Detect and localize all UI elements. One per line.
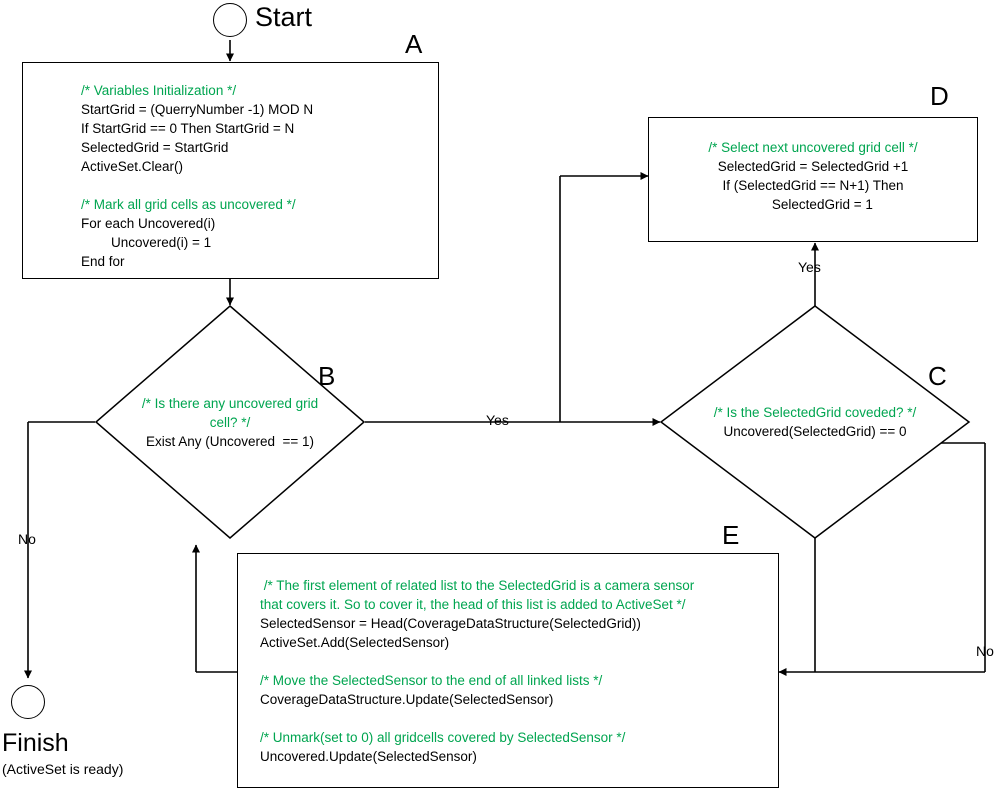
edge-label-c-no: No: [976, 643, 994, 659]
node-b-line-2: Exist Any (Uncovered == 1): [145, 433, 315, 449]
node-a-line-3: SelectedGrid = StartGrid: [81, 140, 229, 155]
decision-c: [660, 305, 970, 539]
start-node: [213, 3, 247, 37]
node-a-line-7: For each Uncovered(i): [81, 216, 216, 231]
node-tag-d: D: [930, 81, 949, 111]
node-c-line-1: Uncovered(SelectedGrid) == 0: [723, 424, 907, 439]
node-d-line-1: SelectedGrid = SelectedGrid +1: [717, 159, 909, 174]
node-tag-a: A: [405, 29, 423, 59]
node-tag-e: E: [722, 520, 740, 550]
node-c-line-0: /* Is the SelectedGrid coveded? */: [713, 405, 917, 420]
process-box-e: [237, 553, 779, 788]
node-e-code: [238, 554, 778, 766]
node-e-line-2: SelectedSensor = Head(CoverageDataStructure(SelectedGrid)): [260, 616, 641, 631]
process-box-d: [648, 117, 978, 242]
node-a-line-2: If StartGrid == 0 Then StartGrid = N: [81, 121, 295, 136]
process-box-a: [22, 62, 439, 279]
node-a-line-9: End for: [81, 254, 125, 269]
node-tag-b: B: [318, 361, 336, 391]
start-label: Start: [255, 2, 313, 32]
finish-label: Finish: [2, 729, 69, 757]
edge-label-c-yes: Yes: [798, 259, 821, 275]
node-a-line-1: StartGrid = (QuerryNumber -1) MOD N: [81, 102, 314, 117]
decision-c-text: [660, 305, 970, 539]
node-e-line-9: Uncovered.Update(SelectedSensor): [260, 749, 477, 764]
node-e-line-8: /* Unmark(set to 0) all gridcells covered by SelectedSensor */: [260, 730, 626, 745]
finish-sublabel: (ActiveSet is ready): [2, 761, 124, 777]
node-b-line-0: /* Is there any uncovered grid: [141, 395, 319, 411]
node-a-line-0: /* Variables Initialization */: [81, 83, 237, 98]
node-b-line-1: cell? */: [209, 414, 251, 430]
finish-node: [11, 685, 45, 719]
node-e-line-6: CoverageDataStructure.Update(SelectedSensor): [260, 692, 554, 707]
node-d-line-0: /* Select next uncovered grid cell */: [708, 140, 918, 155]
decision-b-text: [95, 305, 365, 539]
node-e-line-3: ActiveSet.Add(SelectedSensor): [260, 635, 450, 650]
node-a-code: [23, 63, 438, 271]
node-d-code: [649, 118, 977, 214]
edge-label-b-yes: Yes: [486, 412, 509, 428]
node-e-line-1: that covers it. So to cover it, the head of this list is added to ActiveSet */: [260, 597, 686, 612]
node-d-line-2: If (SelectedGrid == N+1) Then: [722, 178, 904, 193]
edge-label-b-no: No: [18, 531, 36, 547]
node-e-line-0: /* The first element of related list to the SelectedGrid is a camera sensor: [260, 578, 695, 593]
node-tag-c: C: [928, 361, 947, 391]
node-a-line-6: /* Mark all grid cells as uncovered */: [81, 197, 296, 212]
node-e-line-5: /* Move the SelectedSensor to the end of all linked lists */: [260, 673, 603, 688]
node-a-line-4: ActiveSet.Clear(): [81, 159, 184, 174]
decision-b: [95, 305, 365, 539]
node-a-line-8: Uncovered(i) = 1: [81, 235, 212, 250]
node-d-line-3: SelectedGrid = 1: [753, 197, 873, 212]
